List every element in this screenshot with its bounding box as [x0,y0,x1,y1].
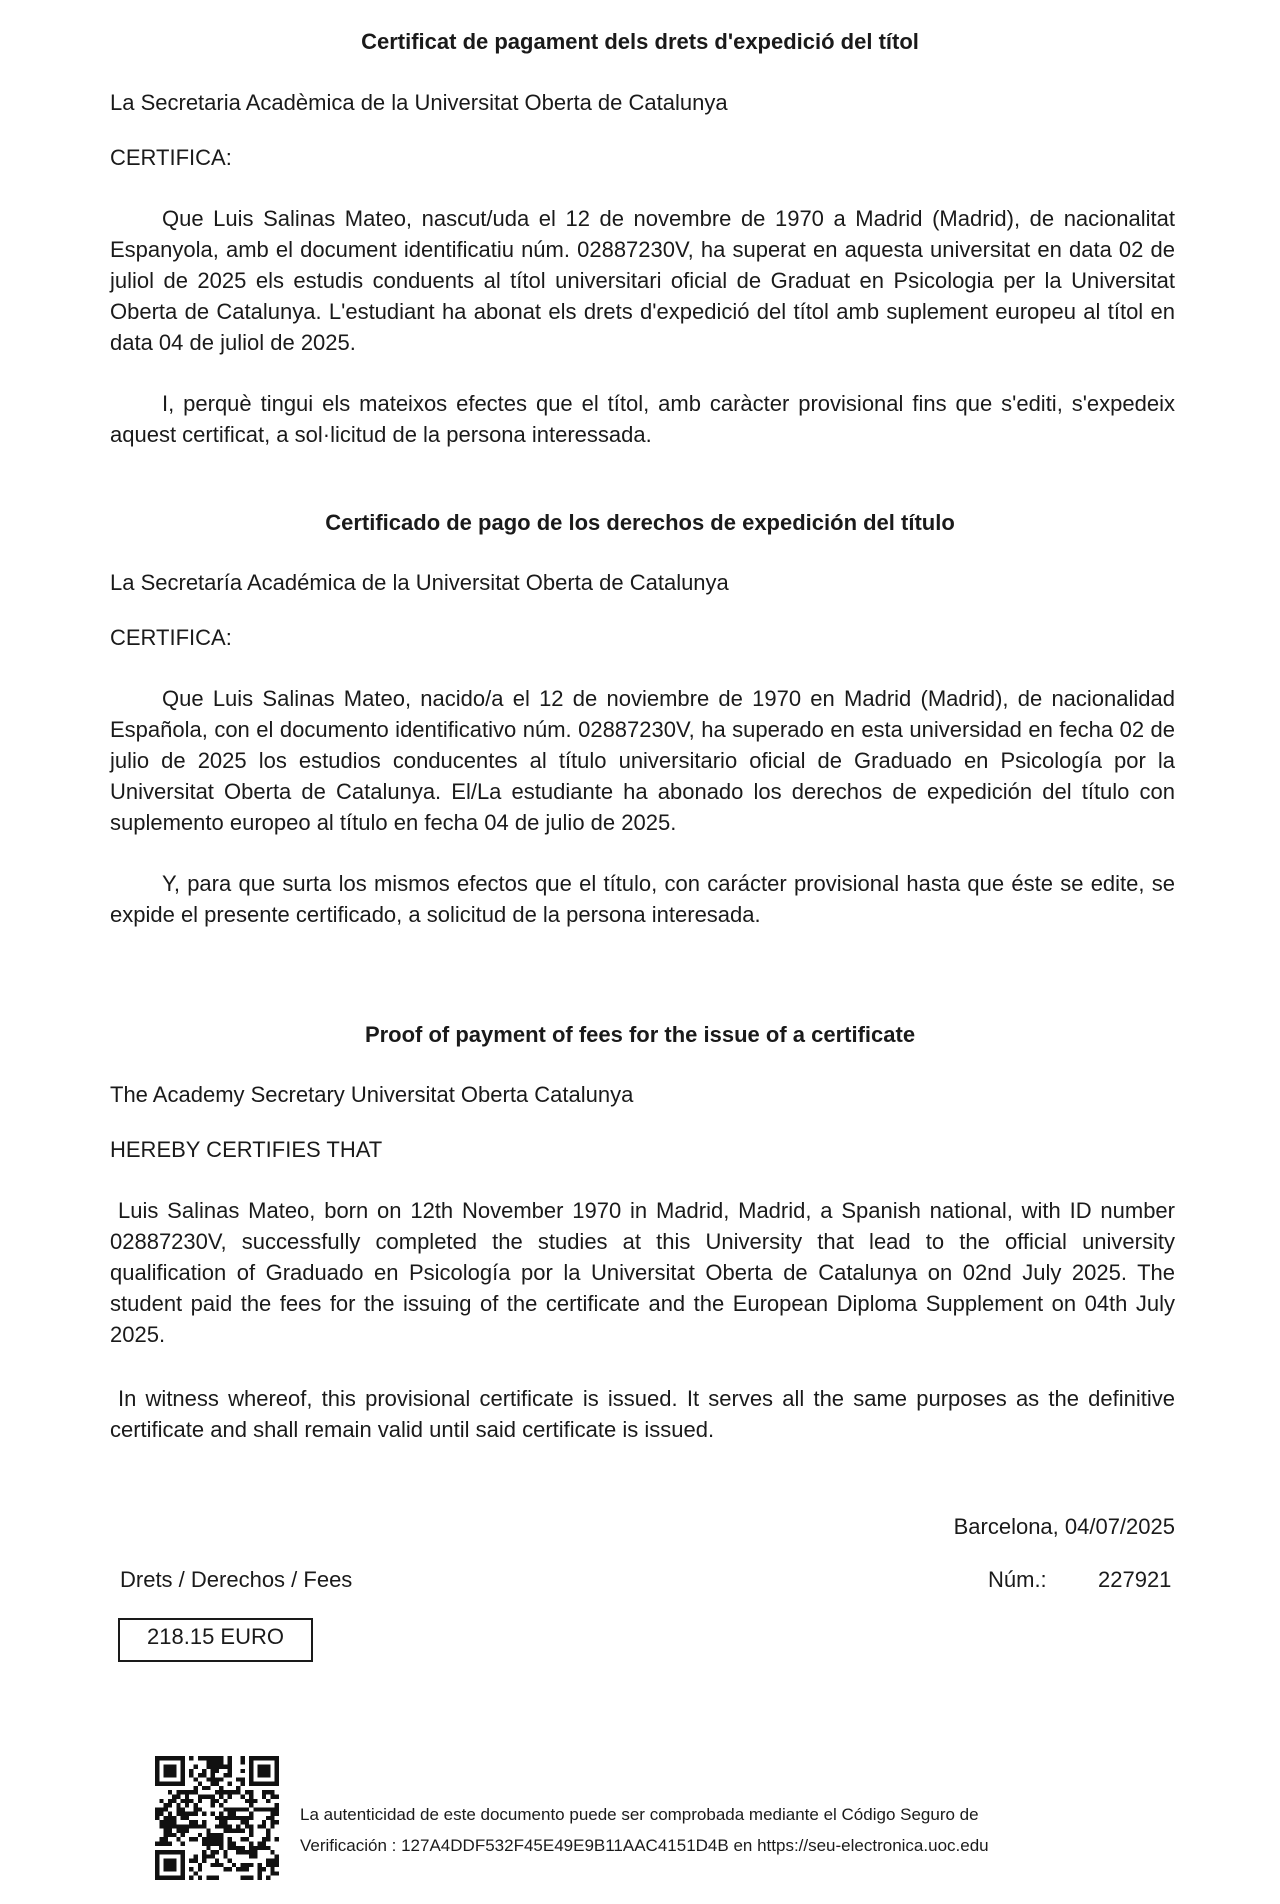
english-issuer: The Academy Secretary Universitat Oberta Catalunya [110,1082,634,1107]
catalan-body-2: I, perquè tingui els mateixos efectes que el títol, amb caràcter provisional fins que s'editi, s'expedeix aquest certificat, a sol·licitud de la persona interessada. [110,391,1175,447]
fees-label: Drets / Derechos / Fees [120,1567,353,1592]
verification-line-1: La autenticidad de este documento puede ser comprobada mediante el Código Seguro de [300,1805,979,1824]
spanish-certifies: CERTIFICA: [110,625,232,650]
catalan-title: Certificat de pagament dels drets d'expedició del títol [361,29,919,54]
english-body-2: In witness whereof, this provisional certificate is issued. It serves all the same purposes as the definitive certificate and shall remain valid until said certificate is issued. [110,1386,1175,1442]
english-title: Proof of payment of fees for the issue of a certificate [364,1022,916,1047]
number-label: Núm.: [988,1567,1047,1592]
place-date: Barcelona, 04/07/2025 [953,1514,1175,1539]
fees-amount: 218.15 EURO [147,1624,284,1649]
catalan-issuer: La Secretaria Acadèmica de la Universitat Oberta de Catalunya [110,90,728,115]
qr-code-icon [155,1756,279,1880]
number-value: 227921 [1098,1567,1172,1592]
fees-amount-box [118,1618,313,1662]
spanish-issuer: La Secretaría Académica de la Universitat Oberta de Catalunya [110,570,729,595]
english-certifies: HEREBY CERTIFIES THAT [110,1137,383,1162]
spanish-body-2: Y, para que surta los mismos efectos que el título, con carácter provisional hasta que éste se edite, se expide el presente certificado, a solicitud de la persona interesada. [110,871,1175,927]
spanish-title: Certificado de pago de los derechos de expedición del título [325,510,955,535]
catalan-certifies: CERTIFICA: [110,145,232,170]
english-body-1: Luis Salinas Mateo, born on 12th November 1970 in Madrid, Madrid, a Spanish national, with ID number 02887230V, successfully completed the studies at this University that lead to the official university qualification of Graduado en Psicología por la Universitat Oberta de Catalunya on 02nd July 2025. The student paid the fees for the issuing of the certificate and the European Diploma Supplement on 04th July 2025. [110,1198,1175,1347]
catalan-body-1: Que Luis Salinas Mateo, nascut/uda el 12 de novembre de 1970 a Madrid (Madrid), de nacionalitat Espanyola, amb el document identificatiu núm. 02887230V, ha superat en aquesta universitat en data 02 de juliol de 2025 els estudis conduents al títol universitari oficial de Graduat en Psicologia per la Universitat Oberta de Catalunya. L'estudiant ha abonat els drets d'expedició del títol amb suplement europeu al títol en data 04 de juliol de 2025. [110,206,1175,355]
spanish-body-1: Que Luis Salinas Mateo, nacido/a el 12 de noviembre de 1970 en Madrid (Madrid), de nacionalidad Española, con el documento identificativo núm. 02887230V, ha superado en esta universidad en fecha 02 de julio de 2025 los estudios conducentes al título universitario oficial de Graduado en Psicología por la Universitat Oberta de Catalunya. El/La estudiante ha abonado los derechos de expedición del título con suplemento europeo al título en fecha 04 de julio de 2025. [110,686,1175,835]
verification-line-2: Verificación : 127A4DDF532F45E49E9B11AAC4151D4B en https://seu-electronica.uoc.edu [300,1836,989,1855]
